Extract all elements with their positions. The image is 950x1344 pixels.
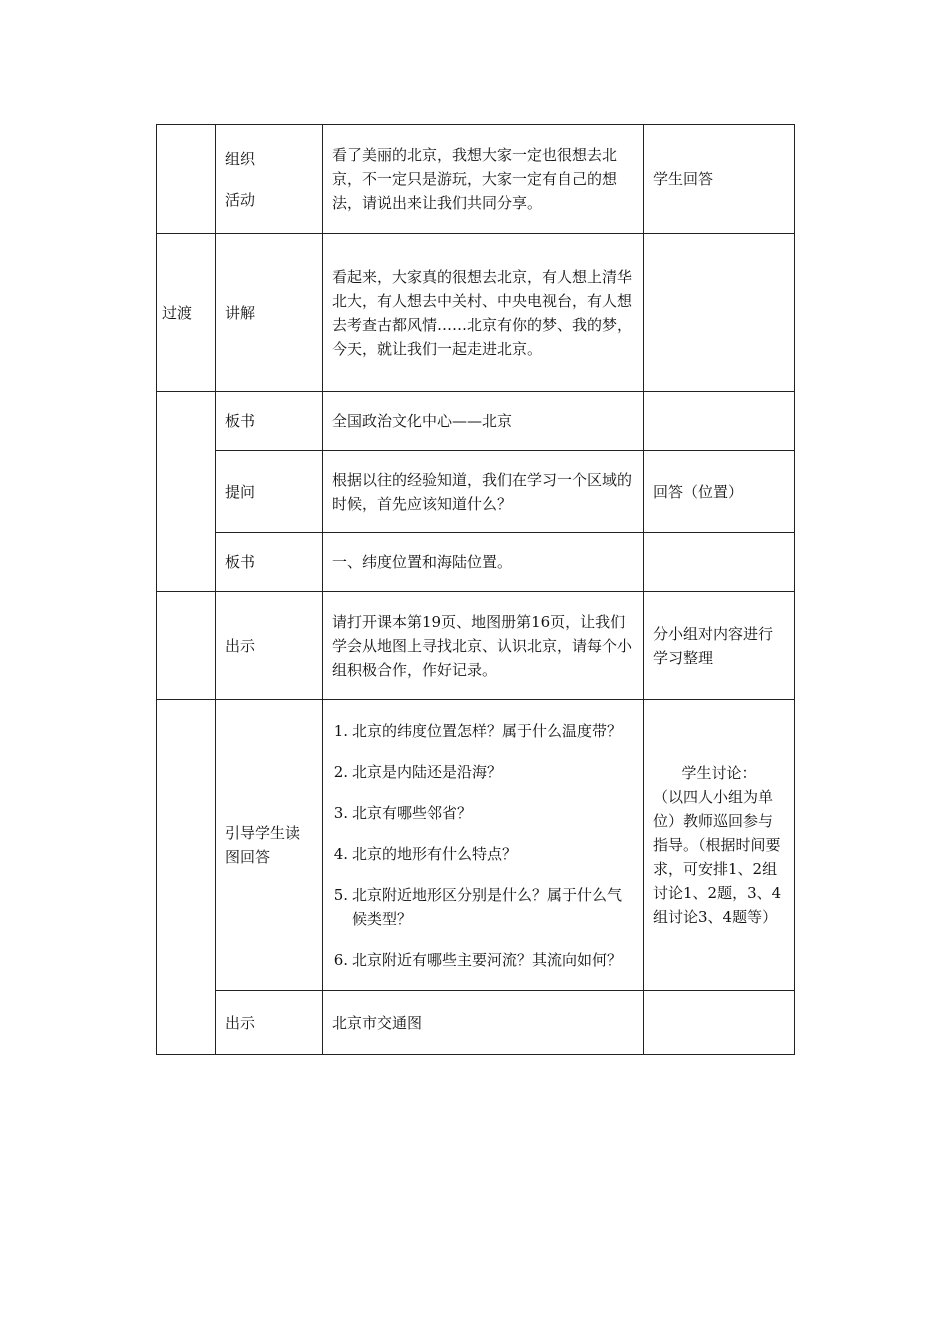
list-item xyxy=(332,719,634,743)
content-text: 请打开课本第19页、地图册第16页，让我们学会从地图上寻找北京、认识北京，请每个小组积极合作，作好记录。 xyxy=(332,612,633,679)
method-label: 讲解 xyxy=(225,303,256,322)
discussion-text: （以四人小组为单位）教师巡回参与指导。（根据时间要求，可安排1、2组讨论1、2题，3、4组讨论3、4题等） xyxy=(653,788,782,926)
table-row xyxy=(157,700,795,991)
discussion-heading: 学生讨论： xyxy=(681,764,757,782)
question-text: 北京有哪些邻省？ xyxy=(352,803,473,822)
content-text: 北京市交通图 xyxy=(332,1013,423,1032)
student-cell xyxy=(644,234,795,392)
question-number: 6. xyxy=(333,950,348,969)
content-cell xyxy=(323,234,644,392)
method-label: 组织 xyxy=(225,149,256,168)
method-cell xyxy=(216,991,323,1055)
list-item xyxy=(332,801,634,825)
content-cell xyxy=(323,991,644,1055)
question-number: 1. xyxy=(333,721,348,740)
method-label: 板书 xyxy=(225,412,256,430)
content-text: 看起来，大家真的很想去北京，有人想上清华北大，有人想去中关村、中央电视台，有人想去考查古都风情……北京有你的梦、我的梦，今天，就让我们一起走进北京。 xyxy=(332,267,633,358)
table-row xyxy=(157,991,795,1055)
question-number: 2. xyxy=(333,762,348,781)
method-label: 活动 xyxy=(225,190,256,209)
method-label: 引导学生读图回答 xyxy=(225,824,301,866)
list-item xyxy=(332,883,634,931)
method-label: 出示 xyxy=(225,1013,256,1032)
stage-cell xyxy=(157,592,216,700)
question-text: 北京的地形有什么特点？ xyxy=(352,844,518,863)
method-cell xyxy=(216,392,323,451)
question-number: 3. xyxy=(333,803,348,822)
question-number: 4. xyxy=(333,844,348,863)
lesson-plan-table xyxy=(156,124,795,1055)
question-text: 北京的纬度位置怎样？属于什么温度带？ xyxy=(352,721,623,740)
table-row xyxy=(157,125,795,234)
method-cell xyxy=(216,125,323,234)
question-list xyxy=(332,719,634,972)
table-row xyxy=(157,392,795,451)
question-text: 北京附近有哪些主要河流？其流向如何？ xyxy=(352,950,623,969)
list-item xyxy=(332,948,634,972)
table-row xyxy=(157,234,795,392)
student-cell: 学生回答 xyxy=(644,125,795,234)
stage-cell xyxy=(157,125,216,234)
content-text: 根据以往的经验知道，我们在学习一个区域的时候，首先应该知道什么？ xyxy=(332,470,633,513)
method-cell xyxy=(216,451,323,533)
stage-cell xyxy=(157,392,216,592)
student-cell xyxy=(644,700,795,991)
content-cell xyxy=(323,451,644,533)
method-cell xyxy=(216,592,323,700)
content-cell xyxy=(323,125,644,234)
method-cell xyxy=(216,533,323,592)
question-text: 北京是内陆还是沿海？ xyxy=(352,762,503,781)
question-number: 5. xyxy=(333,885,348,904)
method-label: 提问 xyxy=(225,482,256,501)
stage-cell: 过渡 xyxy=(157,234,216,392)
method-cell xyxy=(216,700,323,991)
content-cell xyxy=(323,592,644,700)
student-cell xyxy=(644,533,795,592)
table-row xyxy=(157,451,795,533)
content-text: 看了美丽的北京，我想大家一定也很想去北京，不一定只是游玩，大家一定有自己的想法，请说出来让我们共同分享。 xyxy=(332,146,618,212)
student-cell: 分小组对内容进行学习整理 xyxy=(644,592,795,700)
method-cell xyxy=(216,234,323,392)
questions-cell xyxy=(323,700,644,991)
content-cell xyxy=(323,533,644,592)
table-row xyxy=(157,592,795,700)
content-text: 一、纬度位置和海陆位置。 xyxy=(332,553,513,571)
student-cell xyxy=(644,991,795,1055)
list-item xyxy=(332,842,634,866)
method-label: 板书 xyxy=(225,553,256,571)
question-text: 北京附近地形区分别是什么？属于什么气候类型？ xyxy=(352,885,623,928)
stage-cell xyxy=(157,700,216,1055)
method-label: 出示 xyxy=(225,636,256,655)
list-item xyxy=(332,760,634,784)
content-text: 全国政治文化中心——北京 xyxy=(332,412,513,430)
content-cell xyxy=(323,392,644,451)
student-cell: 回答（位置） xyxy=(644,451,795,533)
student-cell xyxy=(644,392,795,451)
table-row xyxy=(157,533,795,592)
